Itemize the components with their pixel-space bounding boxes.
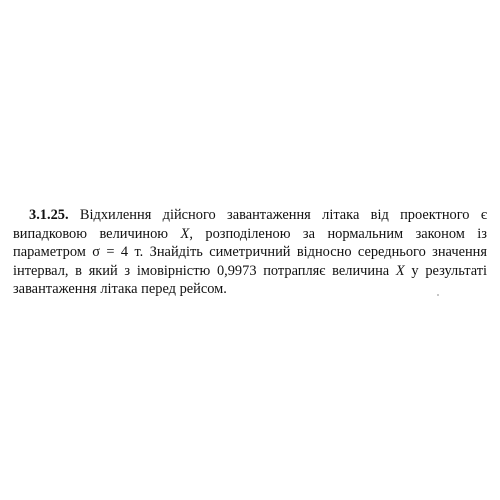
problem-text-part-3: у результаті завантаження літака перед рейсом.	[13, 262, 487, 298]
scan-speck	[437, 294, 439, 296]
variable-x: X	[395, 262, 405, 279]
problem-statement	[13, 206, 487, 299]
problem-number: 3.1.25.	[29, 207, 69, 223]
problem-text-part-2: , розподіленою за нормальним законом із параметром σ = 4 т. Знайдіть симетричний відносно середнього значення інтервал, в який з імовірністю 0,9973 потрапляє величина	[13, 225, 487, 279]
problem-text-part-1: Відхилення дійсного завантаження літака від проектного є випадковою величиною	[13, 207, 487, 242]
variable-x: X	[180, 225, 190, 242]
